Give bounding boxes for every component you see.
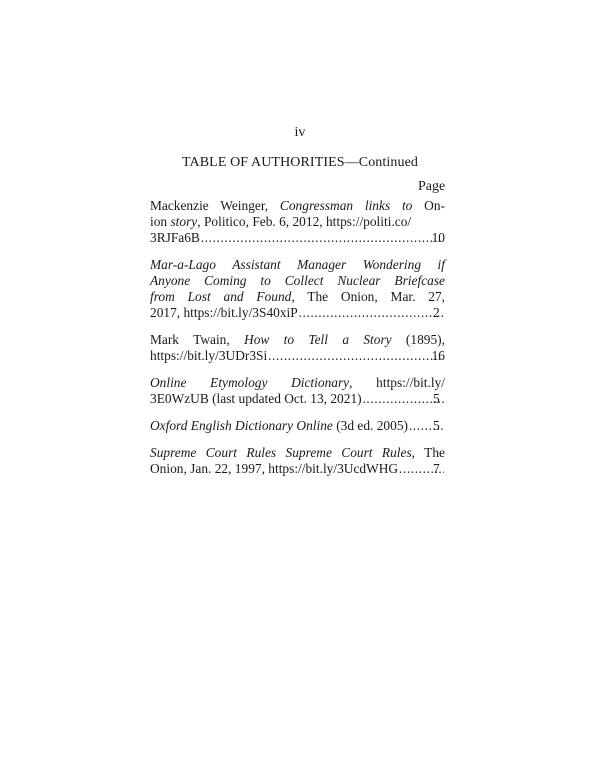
entry-leader-line bbox=[150, 230, 445, 246]
authority-entry bbox=[150, 198, 445, 246]
authority-entry bbox=[150, 332, 445, 364]
entry-text: Onion, Jan. 22, 1997, https://bit.ly/3UcdWHG bbox=[150, 461, 399, 476]
entry-line bbox=[150, 289, 446, 305]
entry-line bbox=[150, 445, 445, 461]
page-reference: 10 bbox=[431, 230, 445, 245]
entry-text: https://bit.ly/3UDr3Si bbox=[150, 348, 268, 363]
entry-text: , https://bit.ly/ bbox=[349, 375, 445, 390]
entry-text-wrap bbox=[150, 418, 408, 434]
authorities-list bbox=[150, 198, 445, 488]
dot-leader bbox=[201, 230, 443, 246]
entry-line bbox=[150, 375, 445, 391]
entry-line bbox=[150, 273, 445, 289]
entry-leader-line: 3E0WzUB (last updated Oct. 13, 2021) ..... 5 bbox=[162, 391, 445, 407]
entry-line bbox=[150, 257, 445, 273]
entry-line bbox=[150, 198, 445, 214]
entry-title: Oxford English Dictionary Online bbox=[150, 418, 333, 433]
entry-leader-line bbox=[150, 348, 445, 364]
entry-leader-line: Onion, Jan. 22, 1997, https://bit.ly/3UcdWHG ..... 7 bbox=[162, 461, 445, 477]
page-number: iv bbox=[294, 125, 306, 140]
authority-entry bbox=[150, 418, 445, 434]
entry-text: (1895), bbox=[391, 332, 445, 347]
entry-title: Anyone Coming to Collect Nuclear Briefcase bbox=[150, 273, 445, 288]
entry-text: 3RJFa6B bbox=[150, 230, 200, 245]
entry-text: 2017, https://bit.ly/3S40xiP bbox=[150, 305, 298, 320]
authority-entry bbox=[150, 257, 445, 321]
authority-entry bbox=[150, 375, 445, 407]
entry-text: (3d ed. 2005) bbox=[332, 418, 408, 433]
entry-title: Mar-a-Lago Assistant Manager Wondering if bbox=[150, 257, 445, 272]
entry-text: , The bbox=[411, 445, 445, 460]
authority-entry bbox=[150, 445, 445, 477]
section-heading: TABLE OF AUTHORITIES—Continued bbox=[182, 155, 418, 170]
dot-leader bbox=[363, 391, 444, 407]
entry-text: , The Onion, Mar. 27, bbox=[291, 289, 446, 304]
page-column-header: Page bbox=[418, 179, 446, 194]
entry-title: Congressman links to bbox=[279, 198, 413, 213]
entry-text: , Politico, Feb. 6, 2012, https://politi.co/ bbox=[197, 214, 412, 229]
entry-line bbox=[150, 332, 445, 348]
entry-title: from Lost and Found bbox=[150, 289, 292, 304]
entry-text: On- bbox=[412, 198, 445, 213]
entry-text: Mackenzie Weinger, bbox=[150, 198, 280, 213]
entry-text: Mark Twain, bbox=[150, 332, 245, 347]
entry-title: Supreme Court Rules Supreme Court Rules bbox=[150, 445, 412, 460]
page-reference: 16 bbox=[431, 348, 445, 363]
entry-title: Online Etymology Dictionary bbox=[150, 375, 350, 390]
dot-leader bbox=[299, 305, 444, 321]
entry-leader-line: Oxford English Dictionary Online (3d ed. 2005) ..... 5 bbox=[162, 418, 445, 434]
entry-text: 3E0WzUB (last updated Oct. 13, 2021) bbox=[150, 391, 362, 406]
entry-title: story bbox=[170, 214, 198, 229]
entry-line bbox=[150, 214, 445, 230]
entry-text: ion bbox=[150, 214, 171, 229]
entry-title: How to Tell a Story bbox=[244, 332, 392, 347]
entry-leader-line: 2017, https://bit.ly/3S40xiP ..... 2 bbox=[162, 305, 445, 321]
dot-leader bbox=[268, 348, 442, 364]
